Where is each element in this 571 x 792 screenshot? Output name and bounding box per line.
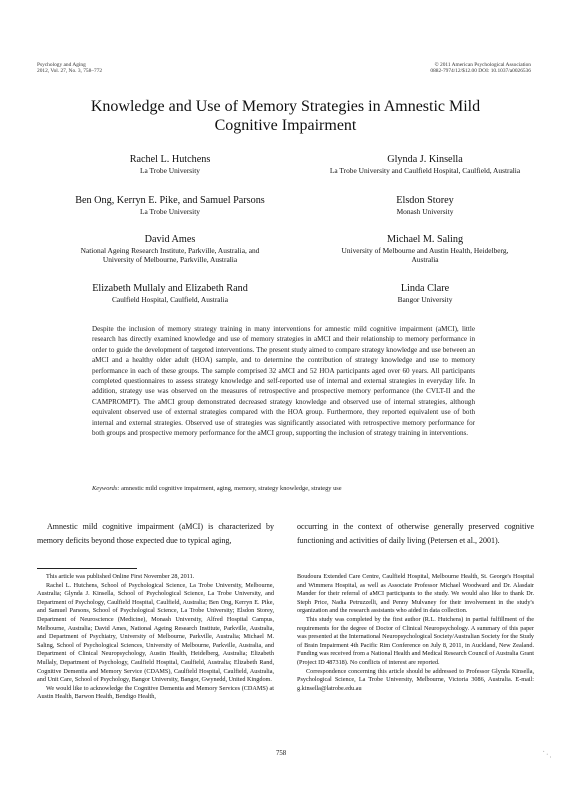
author-affiliation: National Ageing Research Institute, Parkville, Australia, and (80, 246, 260, 255)
keywords-text: amnestic mild cognitive impairment, aging, memory, strategy knowledge, strategy use (121, 485, 342, 492)
footnotes-left (37, 573, 274, 702)
body-column-right: occurring in the context of otherwise generally preserved cognitive functioning and activities of daily living (Petersen et al., 2001). (297, 522, 534, 545)
journal-name: Psychology and Aging (37, 62, 86, 68)
author-affiliation: University of Melbourne, Parkville, Australia (102, 255, 238, 264)
copyright-line: © 2011 American Psychological Association (434, 62, 531, 68)
footnote-acknowledgments: We would like to acknowledge the Cognitive Dementia and Memory Services (CDAMS) at Austin Health, Barwon Health, Bendigo Health, (37, 684, 274, 701)
author-block-3 (30, 195, 310, 216)
author-block-6 (295, 234, 555, 264)
copyright-info (430, 62, 531, 75)
doi-line: 0882-7974/12/$12.00 DOI: 10.1037/a0026536 (430, 68, 531, 75)
page-number: 758 (276, 750, 287, 757)
title-line-2: Cognitive Impairment (214, 117, 357, 134)
author-name: Elizabeth Mullaly and Elizabeth Rand (92, 283, 248, 294)
author-affiliation: La Trobe University and Caulfield Hospital, Caulfield, Australia (329, 166, 521, 175)
author-affiliation: Australia (411, 255, 439, 264)
author-name: Glynda J. Kinsella (387, 154, 463, 165)
author-affiliation: Monash University (396, 207, 454, 216)
footnote-affiliations: Rachel L. Hutchens, School of Psychological Science, La Trobe University, Melbourne, Australia; Glynda J. Kinsella, School of Psychological Science, La Trobe University, and Department of Psychology, Caulfield Hospital, Caulfield, Australia; Ben Ong, Kerryn E. Pike, and Samuel Parsons, School of Psychological Science, La Trobe University; Elsdon Storey, Department of Neuroscience (Medicine), Monash University, Alfred Hospital Campus, Melbourne, Australia; David Ames, National Ageing Research Institute, Parkville, Australia, and Department of Psychiatry, University of Melbourne, Parkville, Australia; Michael M. Saling, School of Psychological Sciences, University of Melbourne, Parkville, Australia, and Department of Clinical Neuropsychology, Austin Health, Heidelberg, Australia; Elizabeth Mullaly, Department of Psychology, Caulfield Hospital, Caulfield, Australia; Elizabeth Rand, Cognitive Dementia and Memory Service (CDAMS), Caulfield Hospital, Caulfield, Australia, and Unit Care, School of Psychology, Bangor University, Bangor, Gwynedd, United Kingdom. (37, 581, 274, 684)
author-name: Michael M. Saling (386, 234, 464, 245)
abstract: Despite the inclusion of memory strategy training in many interventions for amnestic mild cognitive impairment (aMCI), little research has directly examined knowledge and use of memory strategies in aMCI and their relationship to memory performance in order to guide the development of targeted interventions. The present study aimed to compare strategy knowledge and use between an aMCI and a healthy older adult (HOA) sample, and to determine the contribution of strategy knowledge and use to memory performance in each of these groups. The sample comprised 32 aMCI and 52 HOA participants aged over 60 years. All participants completed questionnaires to assess strategy knowledge and self-reported use of internal and external strategies in everyday life. In addition, strategy use was observed on the measures of retrospective and prospective memory performance (the CVLT-II and the CAMPROMPT). The aMCI group demonstrated decreased strategy knowledge and observed use of internal strategies, although equivalent observed use of external strategies compared with the HOA group. Furthermore, they reported equivalent use of both internal and external strategies. Observed use of strategies was significantly associated with retrospective memory performance for both groups and prospective memory performance for the aMCI group, supporting the inclusion of strategy training in interventions. (92, 325, 475, 438)
author-affiliation: University of Melbourne and Austin Health, Heidelberg, (341, 246, 509, 255)
author-block-1 (40, 154, 300, 175)
author-name: Ben Ong, Kerryn E. Pike, and Samuel Parsons (75, 195, 265, 206)
footnote-published: This article was published Online First November 28, 2011. (46, 573, 195, 580)
author-name: Rachel L. Hutchens (129, 154, 211, 165)
author-block-8 (295, 283, 555, 304)
footnote-rule (37, 568, 137, 569)
body-column-left: Amnestic mild cognitive impairment (aMCI) is characterized by memory deficits beyond those expected due to typical aging, (37, 522, 274, 545)
author-name: Linda Clare (400, 283, 450, 294)
footnote-acknowledgments-cont: Boudoura Extended Care Centre, Caulfield Hospital, Melbourne Health, St. George's Hospital and Wimmera Hospital, as well as Associate Professor Michael Woodward and Dr. Alasdair Mander for their referral of aMCI participants to the study. We would also like to thank Dr. Steph Price, Nadia Petruzzelli, and Penny Mulvaney for their involvement in the study's organization and the research assistants who aided in data collection. (297, 573, 534, 615)
author-block-5 (30, 234, 310, 264)
author-affiliation: Caulfield Hospital, Caulfield, Australia (112, 295, 228, 304)
author-block-7 (30, 283, 310, 304)
author-name: Elsdon Storey (396, 195, 454, 206)
author-block-2 (295, 154, 555, 175)
footnotes-right (297, 573, 534, 693)
footnote-correspondence: Correspondence concerning this article should be addressed to Professor Glynda Kinsella, Psychological Science, La Trobe University, Melbourne, Victoria 3086, Australia. E-mail: g.kinsella@latrobe.edu.au (297, 667, 534, 692)
journal-volume: 2012, Vol. 27, No. 3, 758–772 (37, 68, 103, 75)
author-name: David Ames (144, 234, 196, 245)
title-line-1: Knowledge and Use of Memory Strategies in Amnestic Mild (90, 98, 481, 115)
article-title (40, 97, 531, 135)
author-affiliation: La Trobe University (140, 207, 200, 216)
author-affiliation: Bangor University (397, 295, 453, 304)
scan-mark: · · · (540, 749, 554, 761)
footnote-thesis-note: This study was completed by the first author (R.L. Hutchens) in partial fulfillment of the requirements for the degree of Doctor of Clinical Neuropsychology. A summary of this paper was presented at the International Neuropsychological Society/Australian Society for the Study of Brain Impairment 4th Pacific Rim Conference on July 8, 2011, in Auckland, New Zealand. Funding was received from a National Health and Medical Research Council of Australia Grant (Project ID 487318). No conflicts of interest are reported. (297, 615, 534, 666)
journal-info (37, 62, 102, 75)
keywords-label: Keywords: (92, 485, 120, 492)
author-block-4 (295, 195, 555, 216)
author-affiliation: La Trobe University (140, 166, 200, 175)
keywords (92, 485, 475, 493)
